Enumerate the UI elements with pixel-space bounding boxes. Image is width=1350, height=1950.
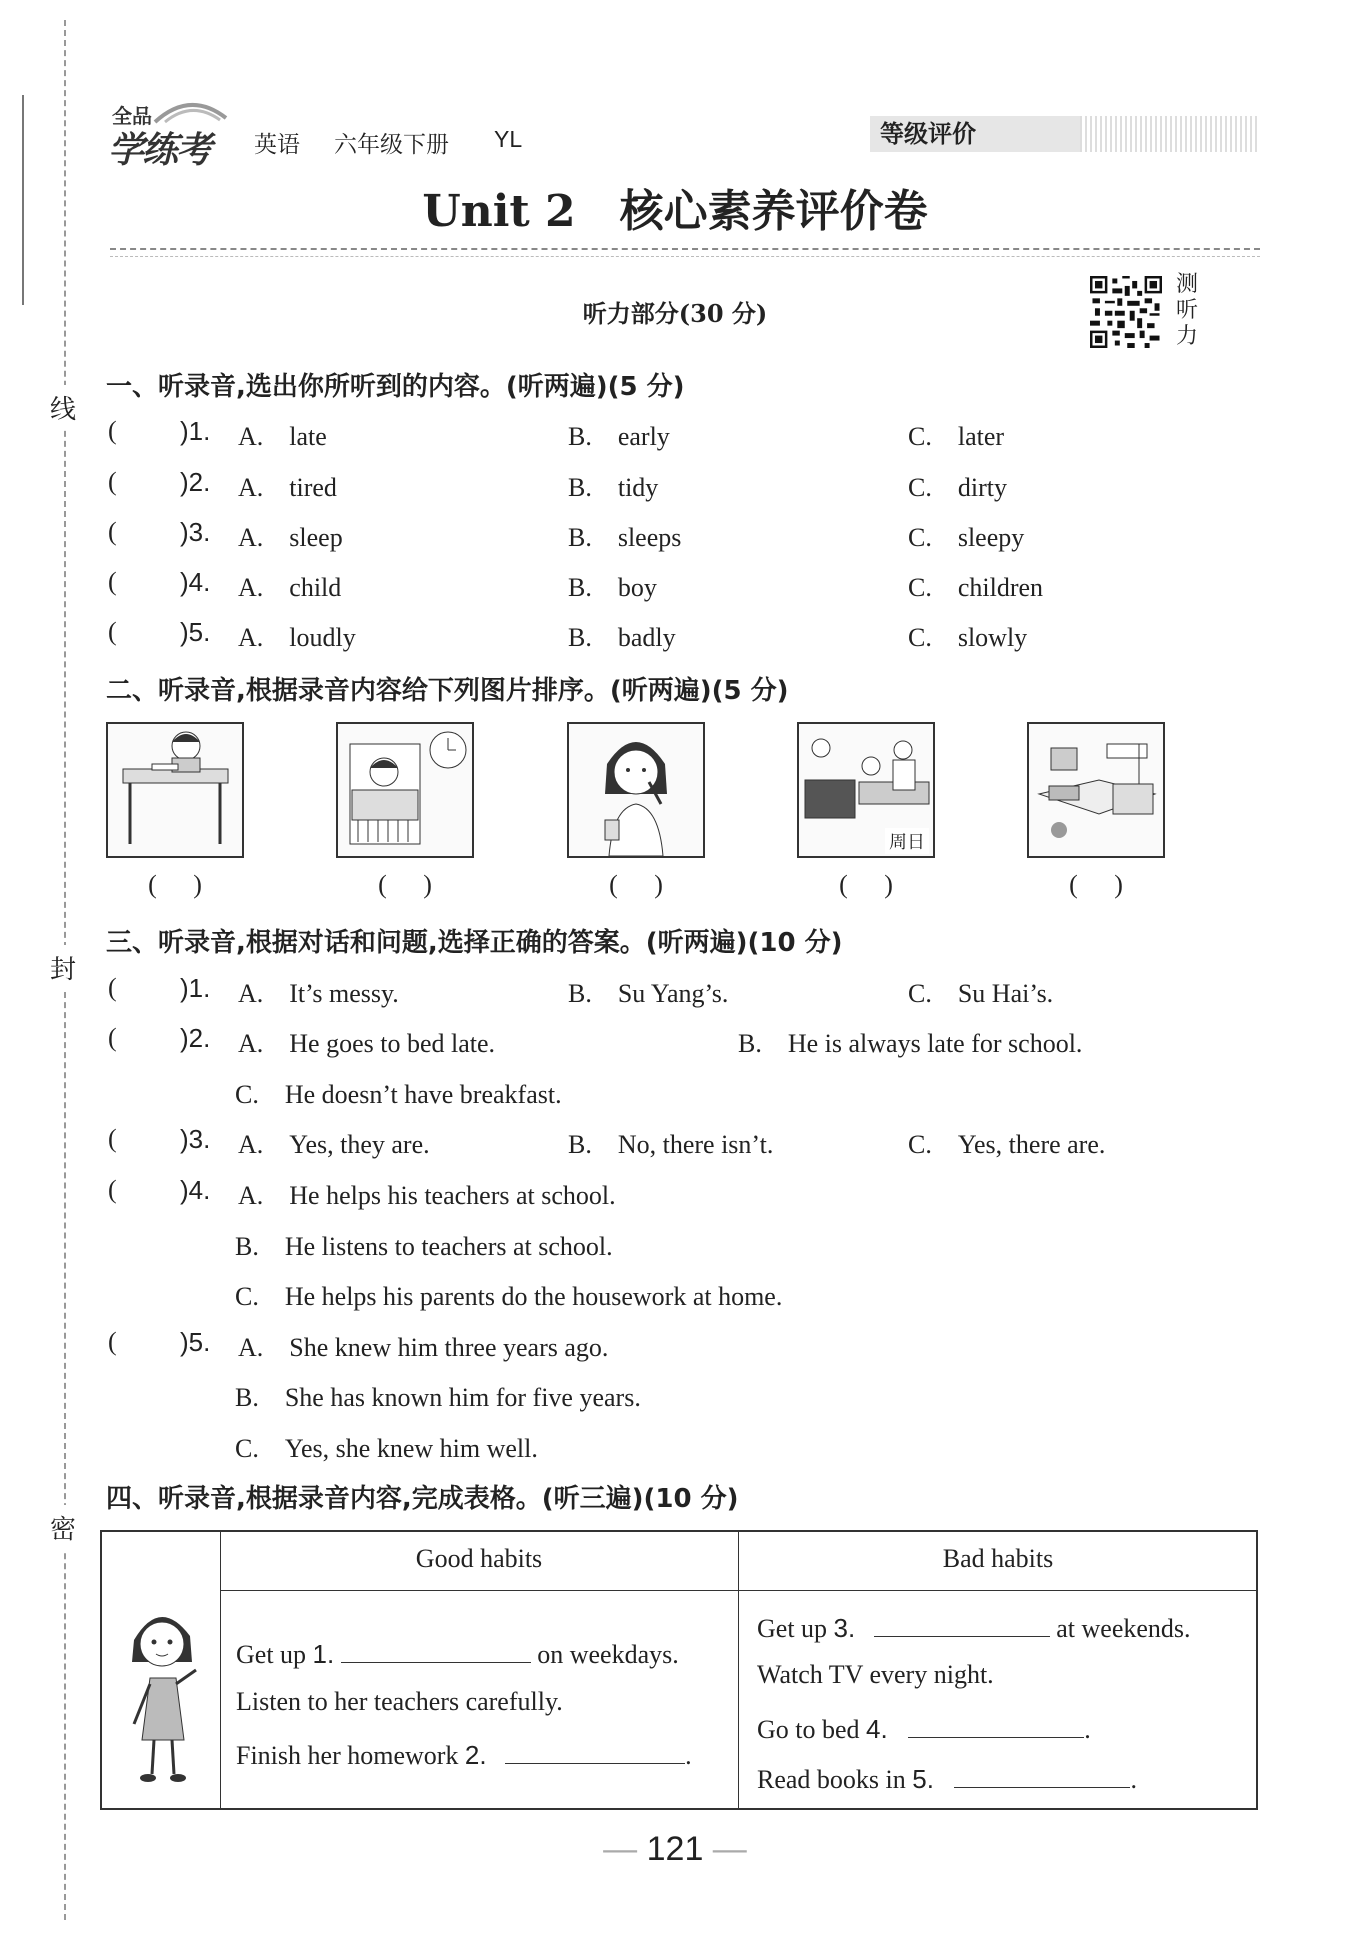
option-b: B. tidy — [568, 473, 659, 502]
picture-3-answer[interactable]: ( ) — [609, 870, 663, 899]
option-c: C. slowly — [908, 623, 1028, 652]
bad-line-1: Get up 3. at weekends. — [757, 1610, 1191, 1644]
answer-blank[interactable]: ( — [108, 1023, 117, 1052]
option-b: B. No, there isn’t. — [568, 1130, 774, 1159]
blank-2[interactable] — [505, 1737, 685, 1764]
qr-code-icon[interactable] — [1090, 276, 1162, 348]
answer-blank[interactable]: ( — [108, 467, 117, 496]
answer-blank[interactable]: ( — [108, 416, 117, 445]
bad-habits-header: Bad habits — [942, 1544, 1054, 1573]
option-b: B. badly — [568, 623, 676, 652]
option-b: B. He listens to teachers at school. — [235, 1232, 613, 1261]
picture-boy-studying — [106, 722, 244, 858]
picture-2-answer[interactable]: ( ) — [378, 870, 432, 899]
picture-4-answer[interactable]: ( ) — [839, 870, 893, 899]
answer-blank[interactable]: ( — [108, 1175, 117, 1204]
option-c: C. He helps his parents do the housework at home. — [235, 1282, 783, 1311]
part1-title: 一、听录音,选出你所听到的内容。(听两遍)(5 分) — [106, 372, 685, 402]
picture-messy-room — [1027, 722, 1165, 858]
answer-blank[interactable]: ( — [108, 1124, 117, 1153]
option-c: C. children — [908, 573, 1044, 602]
good-line-3: Finish her homework 2. . — [236, 1737, 692, 1771]
option-c: C. Su Hai’s. — [908, 979, 1054, 1008]
option-c: C. dirty — [908, 473, 1007, 502]
part3-title: 三、听录音,根据对话和问题,选择正确的答案。(听两遍)(10 分) — [106, 928, 843, 958]
subject-label: 英语 — [254, 131, 300, 157]
binding-mark-feng: 封 — [50, 945, 76, 990]
part3-item-5: ( )5. A. She knew him three years ago. — [108, 1327, 609, 1362]
habits-table — [100, 1530, 1258, 1810]
part2-title: 二、听录音,根据录音内容给下列图片排序。(听两遍)(5 分) — [106, 676, 789, 706]
bad-line-3: Go to bed 4. . — [757, 1711, 1091, 1745]
part3-item-3: ( )3. A. Yes, they are. B. No, there isn’t. C. Yes, there are. — [108, 1124, 1106, 1159]
page-number: — 121 — — [603, 1830, 747, 1868]
blank-5[interactable] — [954, 1761, 1130, 1788]
option-a: A. tired — [238, 473, 337, 502]
picture-child-in-bed — [336, 722, 474, 858]
option-a: A. He goes to bed late. — [238, 1029, 496, 1058]
option-b: B. boy — [568, 573, 657, 602]
bad-line-2: Watch TV every night. — [757, 1660, 994, 1689]
option-a: A. loudly — [238, 623, 356, 652]
blank-3[interactable] — [874, 1610, 1050, 1637]
qr-label: 测 听 力 — [1176, 272, 1199, 349]
part4-title: 四、听录音,根据录音内容,完成表格。(听三遍)(10 分) — [106, 1484, 739, 1514]
option-a: A. She knew him three years ago. — [238, 1333, 609, 1362]
part1-item-4: ( )4. A. child B. boy C. children — [108, 567, 1044, 602]
part3-item-4-b — [108, 1226, 1258, 1266]
option-a: A. sleep — [238, 523, 343, 552]
answer-blank[interactable]: ( — [108, 517, 117, 546]
picture-1-answer[interactable]: ( ) — [148, 870, 202, 899]
grade-badge: 等级评价 — [870, 116, 1080, 152]
picture-sunday-tag: 周日 — [885, 828, 929, 854]
option-c: C. later — [908, 422, 1005, 451]
answer-blank[interactable]: ( — [108, 617, 117, 646]
good-habits-header: Good habits — [415, 1544, 543, 1573]
part1-item-3: ( )3. A. sleep B. sleeps C. sleepy — [108, 517, 1025, 552]
title-divider — [110, 248, 1260, 257]
option-a: A. late — [238, 422, 327, 451]
option-b: B. sleeps — [568, 523, 682, 552]
part1-item-5: ( )5. A. loudly B. badly C. slowly — [108, 617, 1028, 652]
part1-item-2: ( )2. A. tired B. tidy C. dirty — [108, 467, 1007, 502]
answer-blank[interactable]: ( — [108, 1327, 117, 1356]
option-c: C. Yes, there are. — [908, 1130, 1106, 1159]
girl-illustration — [120, 1600, 206, 1790]
option-b: B. early — [568, 422, 670, 451]
logo-top-text: 全品 — [112, 104, 152, 128]
part3-item-5-b — [108, 1377, 1258, 1417]
page-title: Unit 2 核心素养评价卷 — [422, 186, 928, 237]
part3-item-2-c — [108, 1074, 1258, 1114]
option-a: A. Yes, they are. — [238, 1130, 430, 1159]
picture-5-answer[interactable]: ( ) — [1069, 870, 1123, 899]
option-c: C. He doesn’t have breakfast. — [235, 1080, 562, 1109]
option-a: A. child — [238, 573, 342, 602]
part3-item-5-c — [108, 1428, 1258, 1468]
grade-label: 六年级下册 — [334, 131, 449, 157]
option-c: C. sleepy — [908, 523, 1025, 552]
part3-item-2: ( )2. A. He goes to bed late. B. He is always late for school. — [108, 1023, 1083, 1058]
part3-item-4-c — [108, 1276, 1258, 1316]
logo-main-text: 学练考 — [108, 130, 211, 171]
bad-line-4: Read books in 5. . — [757, 1761, 1137, 1795]
picture-girl-brushing-teeth — [567, 722, 705, 858]
option-a: A. He helps his teachers at school. — [238, 1181, 616, 1210]
part3-item-4: ( )4. A. He helps his teachers at school. — [108, 1175, 616, 1210]
answer-blank[interactable]: ( — [108, 567, 117, 596]
part3-item-1: ( )1. A. It’s messy. B. Su Yang’s. C. Su Hai’s. — [108, 973, 1054, 1008]
answer-blank[interactable]: ( — [108, 973, 117, 1002]
option-a: A. It’s messy. — [238, 979, 399, 1008]
option-b: B. Su Yang’s. — [568, 979, 729, 1008]
blank-4[interactable] — [908, 1711, 1084, 1738]
good-line-2: Listen to her teachers carefully. — [236, 1687, 563, 1716]
binding-mark-mi: 密 — [50, 1505, 76, 1550]
edition-label: YL — [494, 126, 523, 152]
part1-item-1: ( )1. A. late B. early C. later — [108, 416, 1005, 451]
blank-1[interactable] — [341, 1636, 531, 1663]
option-b: B. She has known him for five years. — [235, 1383, 641, 1412]
binding-mark-xian: 线 — [50, 385, 76, 430]
option-b: B. He is always late for school. — [738, 1029, 1083, 1058]
listening-section-heading: 听力部分(30 分) — [582, 299, 768, 328]
option-c: C. Yes, she knew him well. — [235, 1434, 538, 1463]
good-line-1: Get up 1. on weekdays. — [236, 1636, 679, 1670]
picture-family-watching-tv — [797, 722, 935, 858]
